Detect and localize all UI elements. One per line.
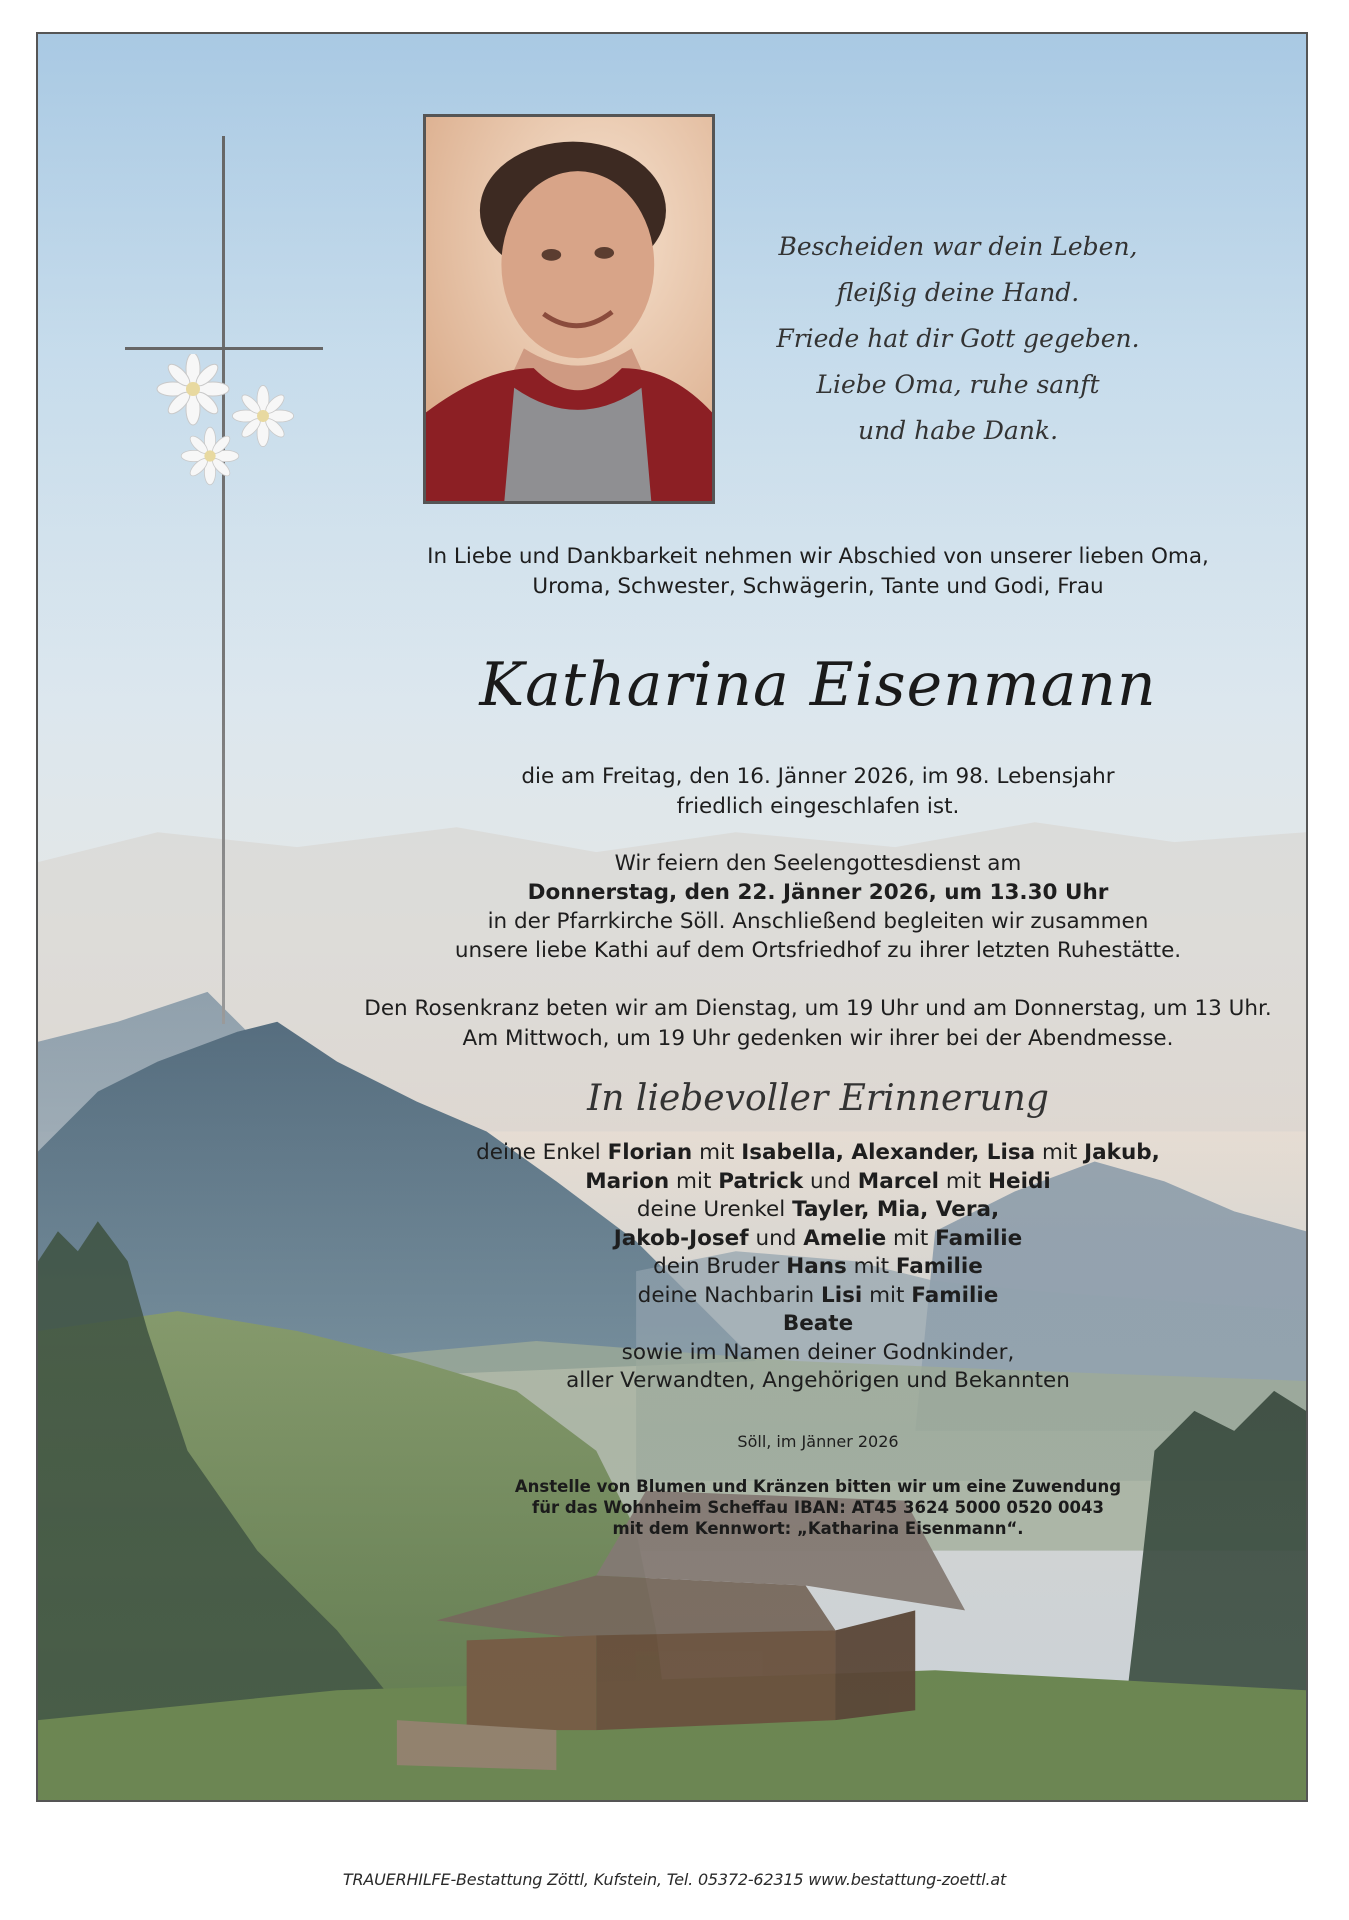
footer-funeral-home: TRAUERHILFE-Bestattung Zöttl, Kufstein, Tel. 05372-62315 www.bestattung-zoettl.at (342, 1870, 1007, 1889)
poem-line: Bescheiden war dein Leben, (778, 232, 1138, 261)
service-line: Wir feiern den Seelengottesdienst am (614, 851, 1022, 876)
family-line: dein Bruder Hans mit Familie (653, 1254, 983, 1279)
rosary-info (338, 994, 1298, 1054)
portrait-photo (423, 114, 715, 504)
intro-line: In Liebe und Dankbarkeit nehmen wir Abschied von unserer lieben Oma, (427, 544, 1209, 569)
deceased-name: Katharina Eisenmann (479, 650, 1157, 720)
donation-line: Anstelle von Blumen und Kränzen bitten wir um eine Zuwendung (514, 1477, 1122, 1496)
poem (758, 224, 1158, 454)
poem-line: fleißig deine Hand. (836, 278, 1080, 307)
place-date: Söll, im Jänner 2026 (737, 1432, 899, 1451)
edelweiss-icon (138, 354, 308, 494)
poem-line: und habe Dank. (857, 416, 1059, 445)
donation-line: mit dem Kennwort: „Katharina Eisenmann“. (612, 1519, 1024, 1538)
memory-title: In liebevoller Erinnerung (587, 1078, 1049, 1119)
donation-line: für das Wohnheim Scheffau IBAN: AT45 3624 5000 0520 0043 (532, 1498, 1104, 1517)
death-line: friedlich eingeschlafen ist. (676, 794, 960, 819)
intro-text (338, 542, 1298, 602)
family-line: deine Nachbarin Lisi mit Familie (637, 1282, 999, 1308)
service-line: unsere liebe Kathi auf dem Ortsfriedhof zu ihrer letzten Ruhestätte. (454, 938, 1182, 963)
service-date: Donnerstag, den 22. Jänner 2026, um 13.30 Uhr (527, 880, 1109, 905)
service-info (338, 849, 1298, 965)
family-list (338, 1139, 1298, 1396)
family-line: Marion mit Patrick und Marcel mit Heidi (585, 1168, 1051, 1194)
rosary-line: Den Rosenkranz beten wir am Dienstag, um 19 Uhr und am Donnerstag, um 13 Uhr. (364, 996, 1272, 1021)
service-line: in der Pfarrkirche Söll. Anschließend begleiten wir zusammen (487, 909, 1149, 934)
intro-line: Uroma, Schwester, Schwägerin, Tante und Godi, Frau (532, 574, 1104, 599)
family-line: deine Urenkel Tayler, Mia, Vera, (636, 1197, 1000, 1222)
family-line: Jakob-Josef und Amelie mit Familie (613, 1225, 1023, 1251)
donation-notice (338, 1476, 1298, 1539)
cross-horizontal-beam (125, 347, 323, 350)
family-line: sowie im Namen deiner Godnkinder, (621, 1339, 1015, 1365)
cross-vertical-beam (222, 136, 225, 1024)
family-line: deine Enkel Florian mit Isabella, Alexander, Lisa mit Jakub, (476, 1140, 1160, 1165)
family-line: Beate (782, 1311, 854, 1336)
obituary-card (36, 32, 1308, 1802)
poem-line: Liebe Oma, ruhe sanft (816, 370, 1100, 399)
death-line: die am Freitag, den 16. Jänner 2026, im 98. Lebensjahr (521, 764, 1115, 789)
poem-line: Friede hat dir Gott gegeben. (776, 324, 1140, 353)
rosary-line: Am Mittwoch, um 19 Uhr gedenken wir ihrer bei der Abendmesse. (462, 1026, 1174, 1051)
family-line: aller Verwandten, Angehörigen und Bekannten (566, 1368, 1070, 1393)
death-notice (338, 762, 1298, 822)
